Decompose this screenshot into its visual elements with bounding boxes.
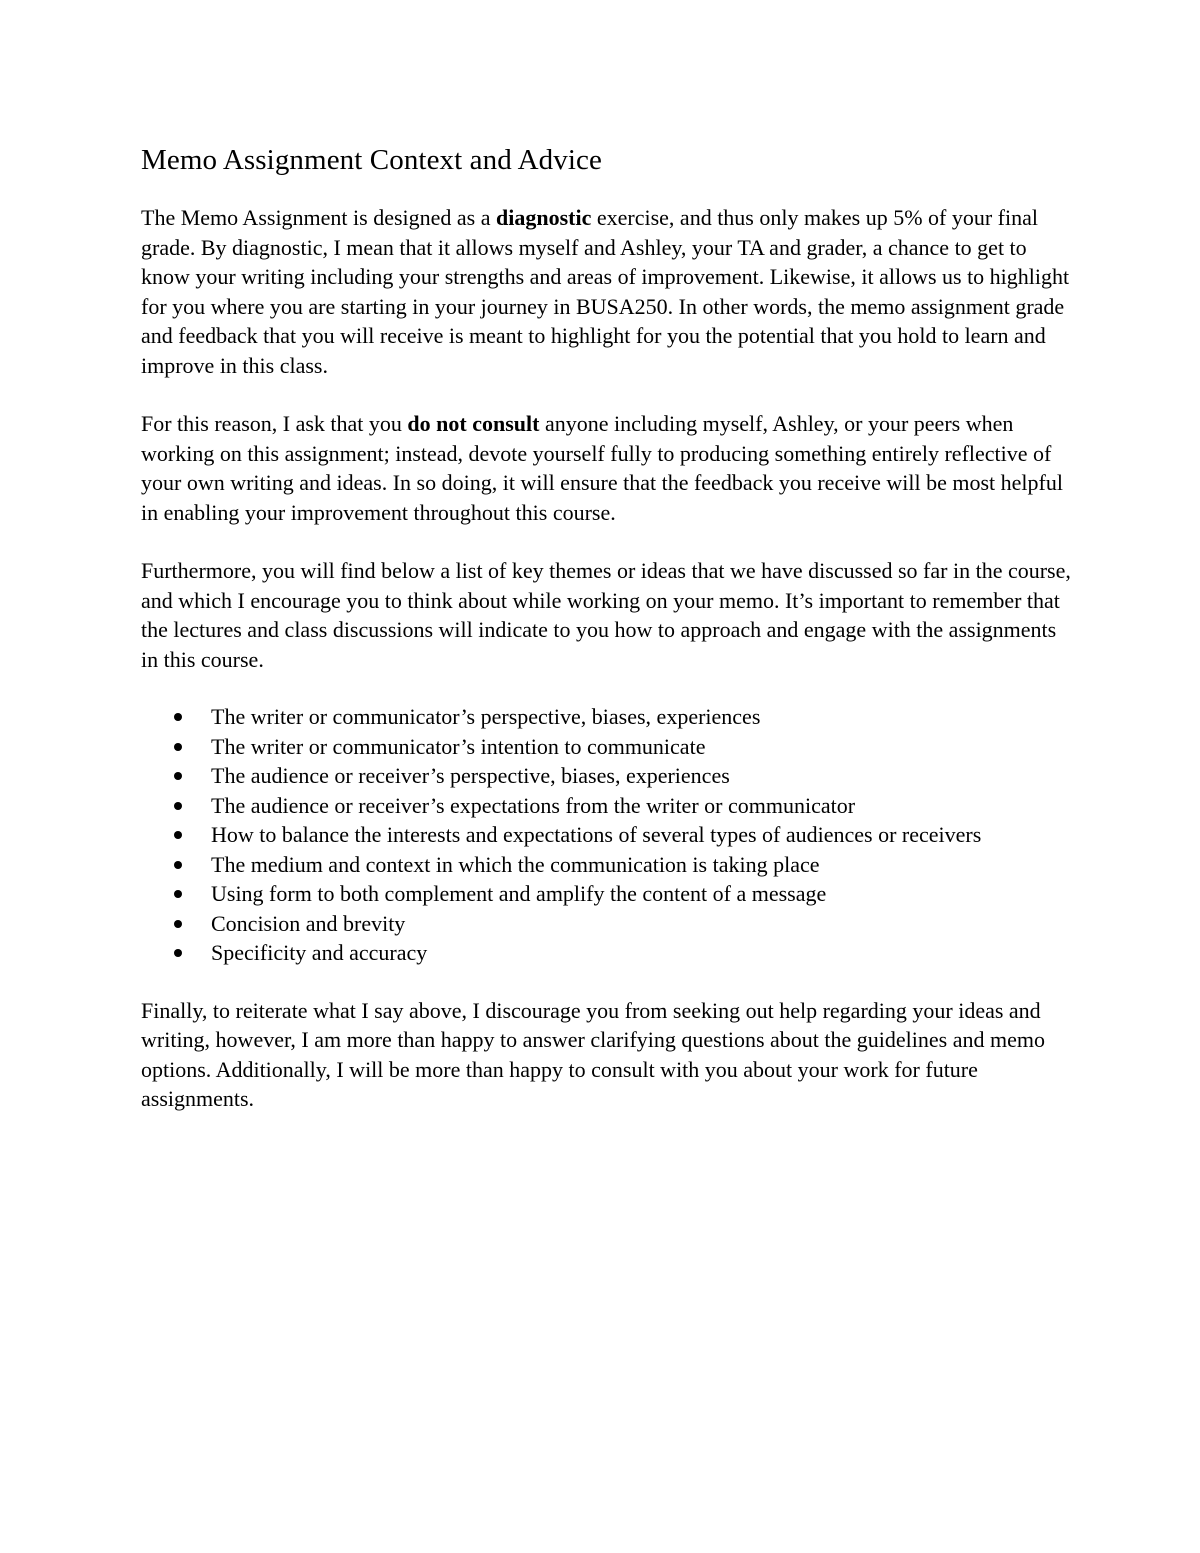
consult-text-end: anyone including myself, Ashley, or your peers when working on this assignment; instead, devote yourself fully to producing something entirely reflective of your own writing and ideas. In so doing, it will ensure that the feedback you receive will be most helpful in enabling your improvement throughout this course. [141, 411, 1063, 525]
bullet-icon [174, 802, 182, 810]
list-item-text: The medium and context in which the communication is taking place [211, 851, 820, 877]
do-not-consult-emphasis: do not consult [407, 411, 540, 436]
list-item [141, 909, 1071, 939]
list-item-text: Using form to both complement and amplify the content of a message [211, 881, 827, 906]
list-item [141, 879, 1071, 909]
document-page [141, 140, 1071, 1114]
bullet-icon [174, 831, 182, 839]
bullet-icon [174, 949, 182, 957]
consult-paragraph [141, 409, 1071, 527]
list-item-text: The audience or receiver’s perspective, biases, experiences [211, 763, 730, 788]
list-item-text: The writer or communicator’s perspective, biases, experiences [211, 704, 761, 729]
list-item [141, 761, 1071, 791]
list-item [141, 938, 1071, 968]
diagnostic-emphasis: diagnostic [496, 205, 592, 230]
bullet-icon [174, 772, 182, 780]
key-themes-list [141, 702, 1071, 968]
intro-text-end: exercise, and thus only makes up 5% of your final grade. By diagnostic, I mean that it allows myself and Ashley, your TA and grader, a chance to get to know your writing including your strengths and areas of improvement. Likewise, it allows us to highlight for you where you are starting in your journey in BUSA250. In other words, the memo assignment grade and feedback that you will receive is meant to highlight for you the potential that you hold to learn and improve in this class. [141, 205, 1070, 378]
closing-paragraph: Finally, to reiterate what I say above, I discourage you from seeking out help regarding your ideas and writing, however, I am more than happy to answer clarifying questions about the guidelines and memo options. Additionally, I will be more than happy to consult with you about your work for future assignments. [141, 997, 1045, 1111]
page-title: Memo Assignment Context and Advice [141, 144, 602, 176]
bullet-icon [174, 890, 182, 898]
list-item-text: The writer or communicator’s intention to communicate [211, 733, 706, 759]
intro-paragraph [141, 203, 1071, 380]
bullet-icon [174, 713, 182, 721]
bullet-icon [174, 861, 182, 869]
intro-text-start: The Memo Assignment is designed as a [141, 205, 497, 230]
list-item-text: How to balance the interests and expectations of several types of audiences or receivers [211, 822, 982, 847]
list-item [141, 791, 1071, 821]
bullet-icon [174, 743, 182, 751]
list-item [141, 702, 1071, 732]
list-item [141, 732, 1071, 762]
list-item [141, 820, 1071, 850]
list-item-text: The audience or receiver’s expectations from the writer or communicator [211, 792, 856, 818]
list-item-text: Concision and brevity [211, 910, 406, 936]
list-item-text: Specificity and accuracy [211, 940, 428, 965]
themes-intro-paragraph: Furthermore, you will find below a list of key themes or ideas that we have discussed so far in the course, and which I encourage you to think about while working on your memo. It’s important to remember that the lectures and class discussions will indicate to you how to approach and engage with the assignments in this course. [141, 558, 1071, 672]
list-item [141, 850, 1071, 880]
bullet-icon [174, 920, 182, 928]
consult-text-start: For this reason, I ask that you [141, 411, 408, 436]
